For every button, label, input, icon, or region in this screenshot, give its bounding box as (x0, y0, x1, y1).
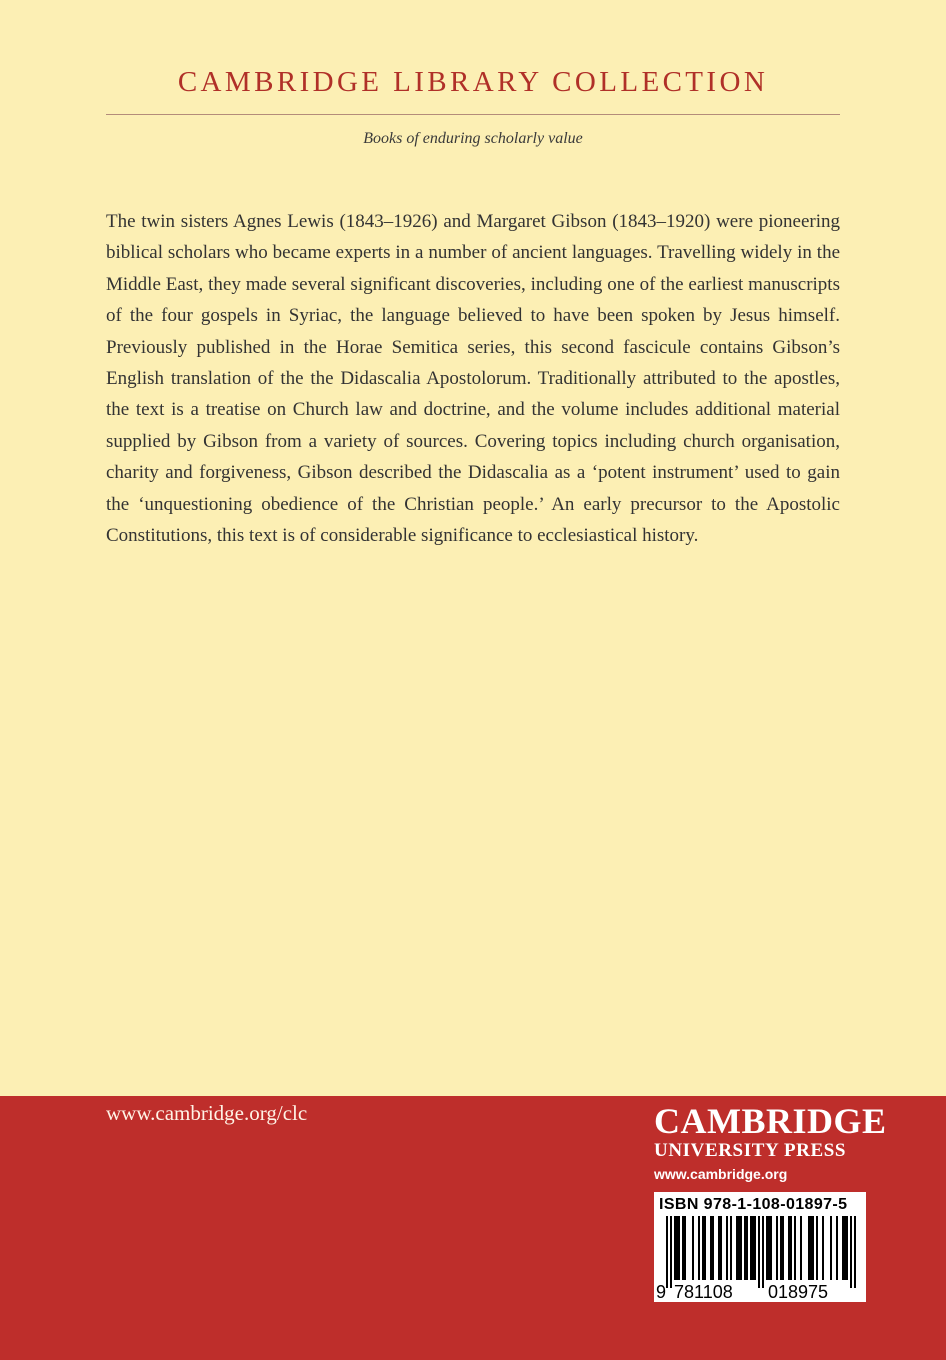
barcode-bar (710, 1216, 712, 1280)
barcode-bar (768, 1216, 770, 1280)
barcode-bar (754, 1216, 756, 1280)
barcode-bar (816, 1216, 818, 1280)
barcode-bar (712, 1216, 714, 1280)
publisher-url: www.cambridge.org (654, 1166, 788, 1182)
barcode-bar (730, 1216, 732, 1280)
series-title: CAMBRIDGE LIBRARY COLLECTION (177, 66, 769, 98)
barcode-bar (736, 1216, 738, 1280)
barcode-bar (782, 1216, 784, 1280)
barcode-bar (726, 1216, 728, 1280)
isbn-label: ISBN 978-1-108-01897-5 (659, 1196, 848, 1213)
barcode-bar (780, 1216, 782, 1280)
barcode-panel (654, 1192, 866, 1302)
barcode-bar (740, 1216, 742, 1280)
barcode-bar (744, 1216, 746, 1280)
barcode-bar (704, 1216, 706, 1280)
publisher-logo (654, 1101, 887, 1185)
series-tagline: Books of enduring scholarly value (363, 130, 583, 147)
barcode-bar (776, 1216, 778, 1280)
barcode-bar (678, 1216, 680, 1280)
barcode-bar (822, 1216, 824, 1280)
barcode-bar (720, 1216, 722, 1280)
barcode-icon (654, 1192, 866, 1302)
barcode-bar (846, 1216, 848, 1280)
barcode-bar (666, 1216, 668, 1288)
barcode-digit-group: 018975 (768, 1282, 829, 1302)
barcode-bar (810, 1216, 812, 1280)
barcode-bar (788, 1216, 790, 1280)
barcode-bar (746, 1216, 748, 1280)
barcode-bar (762, 1216, 764, 1288)
barcode-bar (670, 1216, 672, 1288)
barcode-bar (854, 1216, 856, 1288)
barcode-bar (836, 1216, 838, 1280)
publisher-name: CAMBRIDGE (654, 1101, 887, 1141)
barcode-digit-group: 9 (656, 1282, 667, 1302)
barcode-bar (842, 1216, 844, 1280)
barcode-bar (674, 1216, 676, 1280)
barcode-bar (800, 1216, 802, 1280)
barcode-bar (766, 1216, 768, 1280)
publisher-press: UNIVERSITY PRESS (654, 1140, 847, 1161)
barcode-bar (750, 1216, 752, 1280)
barcode-bar (698, 1216, 700, 1280)
header-divider (106, 114, 840, 115)
barcode-bar (812, 1216, 814, 1280)
barcode-bar (758, 1216, 760, 1288)
barcode-bar (770, 1216, 772, 1280)
barcode-bar (808, 1216, 810, 1280)
barcode-bar (752, 1216, 754, 1280)
book-description: The twin sisters Agnes Lewis (1843–1926) and Margaret Gibson (1843–1920) were pioneering biblical scholars who became experts in a number of ancient languages. Travelling widely in the Middle East, they made several significant discoveries, including one of the earliest manuscripts of the four gospels in Syriac, the language believed to have been spoken by Jesus himself. Previously published in the Horae Semitica series, this second fascicule contains Gibson’s English translation of the the Didascalia Apostolorum. Traditionally attributed to the apostles, the text is a treatise on Church law and doctrine, and the volume includes additional material supplied by Gibson from a variety of sources. Covering topics including church organisation, charity and forgiveness, Gibson described the Didascalia as a ‘potent instrument’ used to gain the ‘unquestioning obedience of the Christian people.’ An early precursor to the Apostolic Constitutions, this text is of considerable significance to ecclesiastical history. (106, 211, 840, 547)
series-url-link[interactable]: www.cambridge.org/clc (106, 1101, 308, 1125)
barcode-bar (718, 1216, 720, 1280)
barcode-digit-group: 781108 (674, 1282, 733, 1302)
barcode-bar (684, 1216, 686, 1280)
barcode-bar (844, 1216, 846, 1280)
barcode-bar (794, 1216, 796, 1280)
barcode-bars (666, 1216, 856, 1288)
barcode-bar (676, 1216, 678, 1280)
barcode-bar (850, 1216, 852, 1288)
barcode-bar (830, 1216, 832, 1280)
barcode-bar (692, 1216, 694, 1280)
barcode-bar (682, 1216, 684, 1280)
barcode-digits (656, 1282, 828, 1302)
barcode-bar (790, 1216, 792, 1280)
barcode-bar (702, 1216, 704, 1280)
barcode-bar (738, 1216, 740, 1280)
